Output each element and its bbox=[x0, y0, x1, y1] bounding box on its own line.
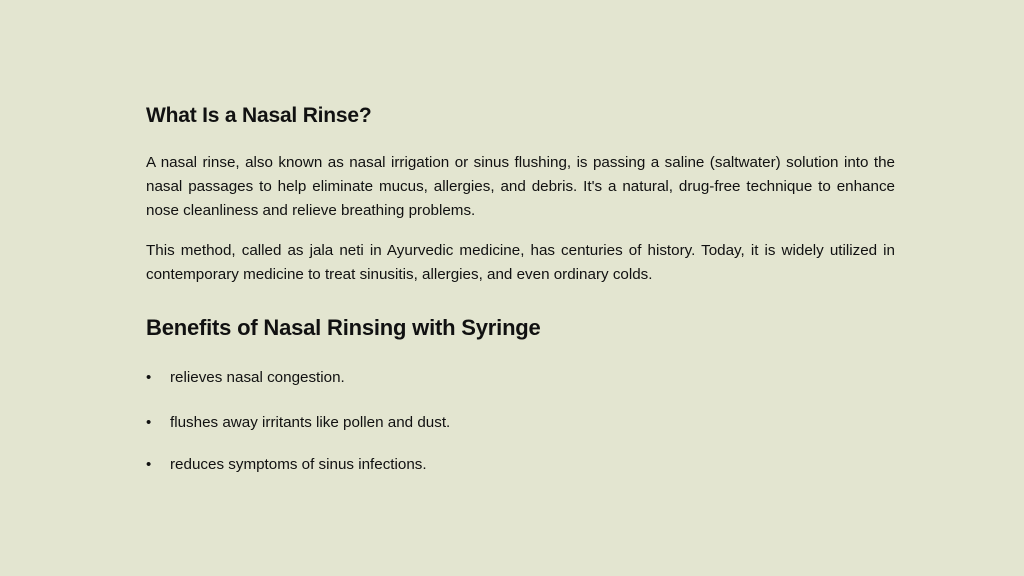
section-title-benefits: Benefits of Nasal Rinsing with Syringe bbox=[146, 315, 541, 340]
list-item-text: reduces symptoms of sinus infections. bbox=[170, 456, 427, 473]
list-item bbox=[146, 411, 895, 435]
bullet-icon: • bbox=[146, 414, 152, 431]
paragraph-history: This method, called as jala neti in Ayurvedic medicine, has centuries of history. Today, it is widely utilized in contemporary medicine to treat sinusitis, allergies, and even ordinary colds. bbox=[146, 242, 895, 283]
list-item bbox=[146, 366, 895, 390]
section-title-what-is-nasal-rinse: What Is a Nasal Rinse? bbox=[146, 104, 372, 127]
content-area bbox=[146, 100, 895, 498]
list-item-text: flushes away irritants like pollen and dust. bbox=[170, 414, 451, 431]
bullet-icon: • bbox=[146, 369, 152, 386]
list-item bbox=[146, 453, 895, 477]
benefits-list bbox=[146, 366, 895, 477]
list-item-text: relieves nasal congestion. bbox=[170, 369, 345, 386]
paragraph-definition: A nasal rinse, also known as nasal irrigation or sinus flushing, is passing a saline (saltwater) solution into the nasal passages to help eliminate mucus, allergies, and debris. It's a natural, drug-free technique to enhance nose cleanliness and relieve breathing problems. bbox=[146, 154, 895, 219]
bullet-icon: • bbox=[146, 456, 152, 473]
